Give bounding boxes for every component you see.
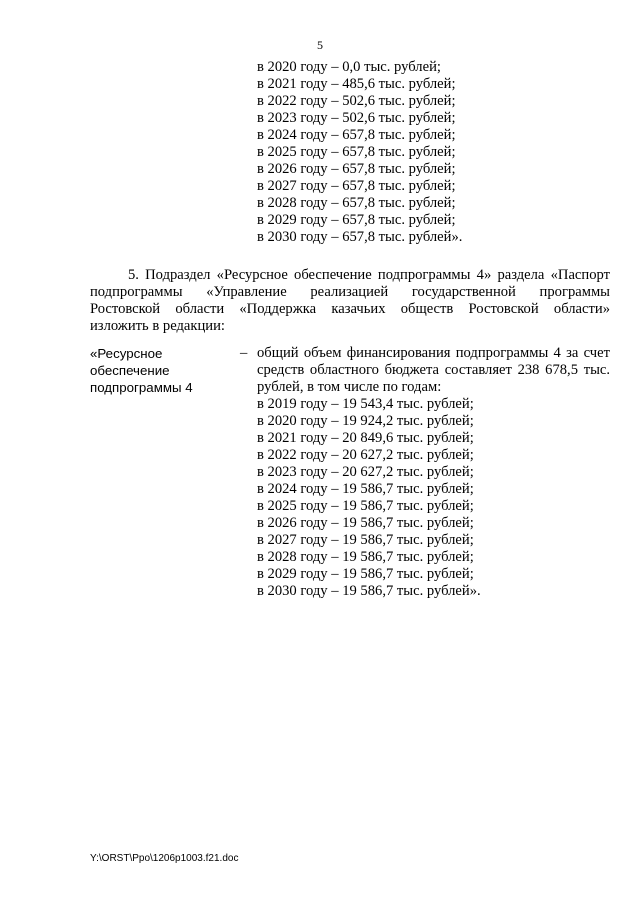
section-label-line: обеспечение [90, 363, 170, 378]
paragraph-line: 5. Подраздел «Ресурсное обеспечение подпрограммы 4» раздела «Паспорт [128, 267, 610, 283]
list-item: в 2023 году – 20 627,2 тыс. рублей; [257, 464, 474, 480]
top-funding-list [257, 59, 462, 246]
list-item: в 2027 году – 19 586,7 тыс. рублей; [257, 532, 474, 548]
funding-block [257, 345, 610, 600]
list-item: в 2029 году – 19 586,7 тыс. рублей; [257, 566, 474, 582]
paragraph-line: Ростовской области «Поддержка казачьих обществ Ростовской области» [90, 301, 610, 317]
list-item: в 2024 году – 19 586,7 тыс. рублей; [257, 481, 474, 497]
list-item: в 2020 году – 19 924,2 тыс. рублей; [257, 413, 474, 429]
list-item: в 2027 году – 657,8 тыс. рублей; [257, 178, 456, 194]
amendment-paragraph [90, 267, 610, 335]
section-label-line: «Ресурсное [90, 346, 163, 361]
funding-intro-line: рублей, в том числе по годам: [257, 379, 442, 395]
separator-dash: – [240, 345, 248, 361]
list-item: в 2020 году – 0,0 тыс. рублей; [257, 59, 441, 75]
list-item: в 2019 году – 19 543,4 тыс. рублей; [257, 396, 474, 412]
paragraph-line: изложить в редакции: [90, 318, 225, 334]
list-item: в 2021 году – 485,6 тыс. рублей; [257, 76, 456, 92]
list-item: в 2022 году – 20 627,2 тыс. рублей; [257, 447, 474, 463]
funding-intro-line: общий объем финансирования подпрограммы 4 за счет [257, 345, 610, 361]
page-number: 5 [317, 38, 323, 52]
list-item: в 2025 году – 657,8 тыс. рублей; [257, 144, 456, 160]
list-item: в 2028 году – 657,8 тыс. рублей; [257, 195, 456, 211]
footer-file-path: Y:\ORST\Ppo\1206p1003.f21.doc [90, 853, 239, 864]
list-item: в 2024 году – 657,8 тыс. рублей; [257, 127, 456, 143]
paragraph-line: подпрограммы «Управление реализацией государственной программы [90, 284, 610, 300]
list-item: в 2026 году – 19 586,7 тыс. рублей; [257, 515, 474, 531]
list-item: в 2030 году – 657,8 тыс. рублей». [257, 229, 463, 245]
funding-intro-line: средств областного бюджета составляет 238 678,5 тыс. [257, 362, 610, 378]
section-label [90, 345, 230, 396]
list-item: в 2022 году – 502,6 тыс. рублей; [257, 93, 456, 109]
list-item: в 2028 году – 19 586,7 тыс. рублей; [257, 549, 474, 565]
list-item: в 2025 году – 19 586,7 тыс. рублей; [257, 498, 474, 514]
list-item: в 2029 году – 657,8 тыс. рублей; [257, 212, 456, 228]
list-item: в 2021 году – 20 849,6 тыс. рублей; [257, 430, 474, 446]
section-label-line: подпрограммы 4 [90, 380, 193, 395]
list-item: в 2030 году – 19 586,7 тыс. рублей». [257, 583, 481, 599]
list-item: в 2026 году – 657,8 тыс. рублей; [257, 161, 456, 177]
list-item: в 2023 году – 502,6 тыс. рублей; [257, 110, 456, 126]
